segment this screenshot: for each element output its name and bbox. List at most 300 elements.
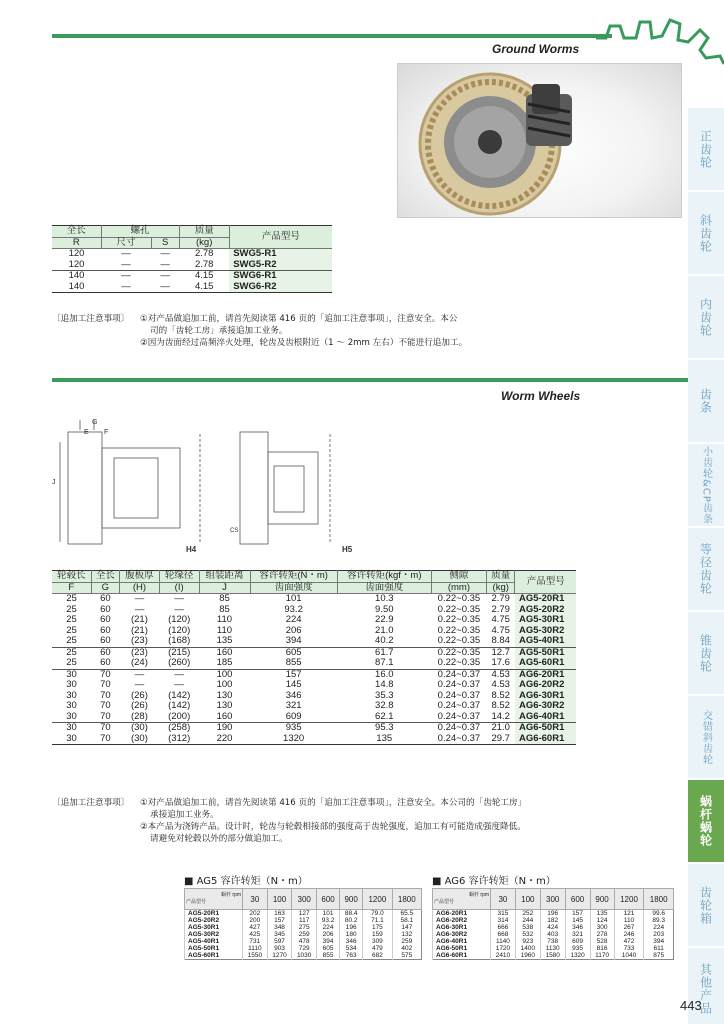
table-cell: 0.24~0.37 bbox=[431, 669, 486, 680]
torque-cell: 875 bbox=[644, 952, 674, 960]
torque-cell: 132 bbox=[392, 931, 421, 938]
table-cell: 0.22~0.35 bbox=[431, 647, 486, 658]
torque-cell: 855 bbox=[317, 952, 340, 960]
header-backlash: 侧隙 bbox=[431, 571, 486, 583]
torque-cell: 157 bbox=[267, 917, 292, 924]
table-cell: (30) bbox=[130, 732, 148, 744]
mid-green-rule bbox=[52, 378, 700, 382]
table-cell: 101 bbox=[285, 593, 302, 604]
product-code-cell: AG5-50R1 bbox=[185, 945, 243, 952]
product-code-cell: AG6-30R1 bbox=[433, 924, 491, 931]
table-cell: 394 bbox=[285, 635, 302, 646]
wheel-note bbox=[52, 797, 632, 849]
label-f: F bbox=[104, 429, 109, 436]
ag5-header-row bbox=[185, 889, 422, 910]
rpm-header: 30 bbox=[491, 889, 516, 910]
table-cell: 0.22~0.35 bbox=[437, 624, 481, 636]
table-cell: 30 bbox=[66, 679, 77, 690]
tab-category[interactable]: 锥齿轮 bbox=[688, 612, 724, 696]
torque-cell: 402 bbox=[392, 945, 421, 952]
corner-rpm: 蜗杆 rpm bbox=[220, 892, 241, 898]
torque-cell: 1140 bbox=[491, 938, 516, 945]
table-cell: 25 bbox=[66, 624, 77, 636]
torque-cell: 1170 bbox=[590, 952, 614, 960]
torque-cell: 427 bbox=[243, 924, 268, 931]
product-code-cell: AG5-30R2 bbox=[185, 931, 243, 938]
table-cell: — bbox=[151, 271, 179, 282]
tab-category[interactable]: 齿条 bbox=[688, 360, 724, 444]
table-row bbox=[52, 271, 332, 282]
torque-cell: 147 bbox=[392, 924, 421, 931]
product-code-cell: AG6-50R1 bbox=[515, 723, 576, 734]
table-row bbox=[433, 938, 674, 945]
table-cell: 85 bbox=[219, 603, 230, 615]
rpm-header: 100 bbox=[267, 889, 292, 910]
product-code-cell: AG5-60R1 bbox=[515, 658, 576, 669]
table-cell: 60 bbox=[100, 657, 111, 668]
table-cell: 70 bbox=[100, 689, 111, 701]
header-s: S bbox=[151, 237, 179, 249]
table-cell: (120) bbox=[168, 624, 191, 636]
header-mounting-distance: 组装距离 bbox=[199, 571, 250, 583]
table-cell: 0.24~0.37 bbox=[437, 732, 481, 744]
torque-cell: 203 bbox=[644, 931, 674, 938]
table-cell: 60 bbox=[91, 647, 119, 658]
torque-cell: 224 bbox=[644, 924, 674, 931]
torque-cell: 121 bbox=[614, 910, 644, 918]
table-cell: 70 bbox=[91, 723, 119, 734]
table-cell: 60 bbox=[100, 593, 111, 604]
tab-category[interactable]: 斜齿轮 bbox=[688, 192, 724, 276]
torque-cell: 224 bbox=[317, 924, 340, 931]
torque-cell: 278 bbox=[590, 931, 614, 938]
tab-category[interactable]: 齿轮箱 bbox=[688, 864, 724, 948]
product-code-cell: AG5-20R2 bbox=[185, 917, 243, 924]
table-cell: 120 bbox=[68, 258, 85, 270]
table-cell: 35.3 bbox=[375, 689, 394, 701]
table-cell: 135 bbox=[376, 732, 393, 744]
category-tabs bbox=[688, 108, 724, 1024]
table-cell: — bbox=[134, 679, 145, 690]
torque-cell: 135 bbox=[590, 910, 614, 918]
table-cell: 4.75 bbox=[491, 624, 510, 636]
torque-cell: 575 bbox=[392, 952, 421, 960]
table-cell: 220 bbox=[216, 732, 233, 744]
torque-cell: 903 bbox=[267, 945, 292, 952]
torque-cell: 923 bbox=[515, 938, 540, 945]
table-cell: 70 bbox=[100, 732, 111, 744]
label-j: J bbox=[52, 479, 56, 486]
table-row bbox=[52, 282, 332, 293]
product-code-cell: AG6-30R2 bbox=[515, 701, 576, 712]
table-cell: (168) bbox=[168, 635, 191, 646]
table-cell: 185 bbox=[216, 657, 233, 668]
torque-cell: 80.2 bbox=[340, 917, 363, 924]
table-cell: — bbox=[159, 669, 199, 680]
table-cell: 12.7 bbox=[487, 647, 515, 658]
table-row bbox=[52, 723, 576, 734]
torque-cell: 163 bbox=[267, 910, 292, 918]
torque-cell: 1580 bbox=[540, 952, 565, 960]
table-cell: 145 bbox=[285, 679, 302, 690]
table-row bbox=[52, 594, 576, 605]
table-cell: — bbox=[134, 593, 145, 604]
rpm-header: 1800 bbox=[644, 889, 674, 910]
torque-cell: 1130 bbox=[540, 945, 565, 952]
torque-cell: 597 bbox=[267, 938, 292, 945]
header-web-thickness: 腹板厚 bbox=[120, 571, 160, 583]
tab-category[interactable]: 等径齿轮 bbox=[688, 528, 724, 612]
table-cell: (258) bbox=[159, 723, 199, 734]
table-cell: (21) bbox=[130, 624, 148, 636]
header-product-code: 产品型号 bbox=[229, 226, 332, 249]
table-cell: 25 bbox=[52, 647, 91, 658]
torque-cell: 394 bbox=[644, 938, 674, 945]
table-cell: 100 bbox=[216, 679, 233, 690]
worm-note bbox=[52, 313, 612, 353]
table-cell: 160 bbox=[199, 647, 250, 658]
header-kg: (kg) bbox=[487, 582, 515, 594]
rpm-header: 300 bbox=[540, 889, 565, 910]
table-cell: (30) bbox=[120, 723, 160, 734]
table-row bbox=[185, 910, 422, 918]
torque-cell: 65.5 bbox=[392, 910, 421, 918]
table-cell: 8.84 bbox=[491, 635, 510, 646]
torque-cell: 731 bbox=[243, 938, 268, 945]
table-cell: 0.24~0.37 bbox=[431, 723, 486, 734]
product-code-cell: SWG6-R1 bbox=[229, 271, 332, 282]
label-h5: H5 bbox=[342, 545, 353, 554]
torque-cell: 58.1 bbox=[392, 917, 421, 924]
header-j: J bbox=[199, 582, 250, 594]
note-text bbox=[140, 797, 630, 845]
label-h4: H4 bbox=[186, 545, 197, 554]
torque-cell: 200 bbox=[243, 917, 268, 924]
torque-cell: 733 bbox=[614, 945, 644, 952]
torque-cell: 935 bbox=[565, 945, 590, 952]
table-cell: 62.1 bbox=[375, 710, 394, 722]
header-i: (I) bbox=[159, 582, 199, 594]
torque-cell: 682 bbox=[363, 952, 392, 960]
note-line: 司的「齿轮工房」承接追加工业务。 bbox=[150, 326, 288, 336]
table-cell: 0.22~0.35 bbox=[437, 657, 481, 668]
torque-cell: 1270 bbox=[267, 952, 292, 960]
product-code-cell: AG6-20R1 bbox=[515, 669, 576, 680]
table-cell: 60 bbox=[100, 635, 111, 646]
table-cell: 95.3 bbox=[337, 723, 431, 734]
table-cell: 70 bbox=[100, 679, 111, 690]
torque-cell: 478 bbox=[292, 938, 317, 945]
rpm-header: 900 bbox=[590, 889, 614, 910]
table-cell: 0.22~0.35 bbox=[437, 635, 481, 646]
product-code-cell: AG6-60R1 bbox=[515, 734, 576, 745]
product-code-cell: AG6-40R1 bbox=[433, 938, 491, 945]
torque-cell: 79.0 bbox=[363, 910, 392, 918]
table-cell: 29.7 bbox=[491, 732, 510, 744]
torque-cell: 99.6 bbox=[644, 910, 674, 918]
page-number: 443 bbox=[680, 998, 702, 1013]
table-row bbox=[185, 938, 422, 945]
table-cell: 61.7 bbox=[337, 647, 431, 658]
torque-cell: 182 bbox=[540, 917, 565, 924]
label-cs: CS bbox=[230, 528, 239, 534]
product-code-cell: AG6-20R2 bbox=[515, 680, 576, 691]
corner-cell bbox=[185, 889, 243, 910]
torque-cell: 668 bbox=[491, 931, 516, 938]
table-cell: 70 bbox=[91, 669, 119, 680]
table-cell: 0.24~0.37 bbox=[437, 679, 481, 690]
note-line: ②本产品为浇铸产品。设计时，轮齿与轮毂相接部的强度高于齿轮强度，追加工有可能造成强度降低。 bbox=[140, 822, 526, 832]
worm-table-body bbox=[52, 249, 332, 293]
wheel-table-body bbox=[52, 594, 576, 745]
torque-cell: 528 bbox=[590, 938, 614, 945]
table-cell: (23) bbox=[120, 647, 160, 658]
ag6-header-row bbox=[433, 889, 674, 910]
torque-cell: 315 bbox=[491, 910, 516, 918]
tab-category[interactable]: 其他产品 bbox=[688, 948, 724, 1024]
table-cell: (23) bbox=[130, 635, 148, 646]
table-cell: 0.22~0.35 bbox=[437, 614, 481, 625]
table-row bbox=[433, 924, 674, 931]
note-line: ②因为齿面经过高频淬火处理，轮齿及齿根附近（1 ～ 2mm 左右）不能进行追加工。 bbox=[140, 338, 468, 348]
tab-category[interactable]: 蜗杆蜗轮 bbox=[688, 780, 724, 864]
table-cell: 4.15 bbox=[194, 280, 214, 292]
rpm-header: 1200 bbox=[614, 889, 644, 910]
table-cell: 609 bbox=[285, 710, 302, 722]
header-total-length: 全长 bbox=[52, 226, 101, 238]
table-row bbox=[433, 952, 674, 960]
label-e: E bbox=[84, 429, 89, 436]
torque-cell: 738 bbox=[540, 938, 565, 945]
product-code-cell: AG6-30R2 bbox=[433, 931, 491, 938]
section-title-ground-worms: Ground Worms bbox=[492, 42, 580, 56]
torque-cell: 314 bbox=[491, 917, 516, 924]
product-code-cell: AG5-20R2 bbox=[515, 605, 576, 616]
header-strength-nm: 齿面强度 bbox=[250, 582, 337, 594]
torque-cell: 159 bbox=[363, 931, 392, 938]
table-cell: 25 bbox=[66, 593, 77, 604]
torque-cell: 1040 bbox=[614, 952, 644, 960]
note-tag: 〔追加工注意事项〕 bbox=[52, 314, 130, 324]
worm-spec-table bbox=[52, 225, 332, 293]
table-cell: 157 bbox=[250, 669, 337, 680]
torque-cell: 196 bbox=[340, 924, 363, 931]
table-row bbox=[185, 945, 422, 952]
table-cell: (26) bbox=[130, 689, 148, 701]
table-cell: 14.8 bbox=[375, 679, 394, 690]
note-line: 请避免对轮毂以外的部分做追加工。 bbox=[150, 834, 288, 844]
torque-cell: 71.1 bbox=[363, 917, 392, 924]
table-cell: 190 bbox=[199, 723, 250, 734]
table-cell: 0.24~0.37 bbox=[437, 689, 481, 701]
ag6-torque-table bbox=[432, 888, 674, 960]
table-cell: 87.1 bbox=[375, 657, 394, 668]
product-code-cell: AG5-30R1 bbox=[185, 924, 243, 931]
table-cell: 25 bbox=[66, 614, 77, 625]
torque-cell: 666 bbox=[491, 924, 516, 931]
product-code-cell: AG6-20R2 bbox=[433, 917, 491, 924]
top-green-rule bbox=[52, 34, 612, 38]
table-cell: (28) bbox=[130, 710, 148, 722]
table-cell: 605 bbox=[250, 647, 337, 658]
product-code-cell: SWG5-R1 bbox=[229, 249, 332, 260]
torque-cell: 1960 bbox=[515, 952, 540, 960]
rpm-header: 900 bbox=[340, 889, 363, 910]
torque-cell: 1320 bbox=[565, 952, 590, 960]
header-product-code: 产品型号 bbox=[515, 571, 576, 594]
torque-cell: 267 bbox=[614, 924, 644, 931]
torque-cell: 252 bbox=[515, 910, 540, 918]
worm-gear-image bbox=[398, 64, 682, 218]
product-code-cell: AG5-30R2 bbox=[515, 626, 576, 637]
torque-cell: 611 bbox=[644, 945, 674, 952]
table-cell: 8.52 bbox=[491, 689, 510, 701]
table-row bbox=[433, 910, 674, 918]
product-code-cell: AG5-40R1 bbox=[515, 636, 576, 647]
table-cell: 22.9 bbox=[375, 614, 394, 625]
torque-cell: 244 bbox=[515, 917, 540, 924]
torque-cell: 275 bbox=[292, 924, 317, 931]
torque-cell: 88.4 bbox=[340, 910, 363, 918]
table-cell: 4.53 bbox=[487, 669, 515, 680]
table-cell: (142) bbox=[168, 700, 191, 711]
worm-gear-photo bbox=[397, 63, 682, 218]
note-text bbox=[140, 313, 600, 349]
table-cell: 30 bbox=[66, 700, 77, 711]
tab-category[interactable]: 小齿轮&CP齿条 bbox=[688, 444, 724, 528]
table-row bbox=[185, 924, 422, 931]
torque-cell: 206 bbox=[317, 931, 340, 938]
ag5-torque-title: ■ AG5 容许转矩（N・m） bbox=[184, 876, 308, 887]
table-cell: 10.3 bbox=[375, 593, 394, 604]
torque-cell: 117 bbox=[292, 917, 317, 924]
torque-cell: 89.3 bbox=[644, 917, 674, 924]
tab-category[interactable]: 内齿轮 bbox=[688, 276, 724, 360]
table-cell: 140 bbox=[68, 280, 85, 292]
table-cell: 32.8 bbox=[375, 700, 394, 711]
ag5-torque-body bbox=[185, 910, 422, 960]
table-row bbox=[52, 680, 576, 691]
table-cell: 0.22~0.35 bbox=[437, 603, 481, 615]
table-cell: (200) bbox=[168, 710, 191, 722]
torque-cell: 1110 bbox=[243, 945, 268, 952]
table-cell: — bbox=[174, 593, 184, 604]
note-tag: 〔追加工注意事项〕 bbox=[52, 798, 130, 808]
table-cell: 935 bbox=[250, 723, 337, 734]
torque-cell: 196 bbox=[540, 910, 565, 918]
table-row bbox=[433, 917, 674, 924]
tab-category[interactable]: 正齿轮 bbox=[688, 108, 724, 192]
torque-cell: 1720 bbox=[491, 945, 516, 952]
table-cell: 21.0 bbox=[487, 723, 515, 734]
table-cell: 855 bbox=[285, 657, 302, 668]
torque-cell: 124 bbox=[590, 917, 614, 924]
table-row bbox=[52, 260, 332, 271]
table-row bbox=[52, 249, 332, 260]
torque-cell: 93.2 bbox=[317, 917, 340, 924]
torque-cell: 175 bbox=[363, 924, 392, 931]
torque-cell: 424 bbox=[540, 924, 565, 931]
torque-cell: 157 bbox=[565, 910, 590, 918]
corner-product: 产品型号 bbox=[186, 899, 207, 905]
ag6-torque-body bbox=[433, 910, 674, 960]
rpm-header: 1800 bbox=[392, 889, 421, 910]
torque-cell: 403 bbox=[540, 931, 565, 938]
table-cell: 4.75 bbox=[491, 614, 510, 625]
torque-cell: 425 bbox=[243, 931, 268, 938]
table-cell: 110 bbox=[216, 624, 233, 636]
torque-cell: 534 bbox=[340, 945, 363, 952]
product-code-cell: SWG6-R2 bbox=[229, 282, 332, 293]
table-cell: 40.2 bbox=[375, 635, 394, 646]
table-cell: 70 bbox=[100, 710, 111, 722]
table-row bbox=[52, 636, 576, 647]
table-cell: — bbox=[121, 280, 131, 292]
table-cell: — bbox=[160, 258, 170, 270]
table-cell: 346 bbox=[285, 689, 302, 701]
product-code-cell: AG5-20R1 bbox=[515, 594, 576, 605]
torque-cell: 1550 bbox=[243, 952, 268, 960]
table-cell: (142) bbox=[168, 689, 191, 701]
table-cell: 110 bbox=[216, 614, 233, 625]
ag6-torque-title: ■ AG6 容许转矩（N・m） bbox=[432, 876, 556, 887]
torque-cell: 345 bbox=[267, 931, 292, 938]
table-cell: 100 bbox=[199, 669, 250, 680]
table-cell: 206 bbox=[285, 624, 302, 636]
table-cell: 8.52 bbox=[491, 700, 510, 711]
header-f: F bbox=[52, 582, 91, 594]
product-code-cell: AG6-20R1 bbox=[433, 910, 491, 918]
note-line: ①对产品做追加工前，请首先阅读第 416 页的「追加工注意事项」，注意安全。本公司的「齿轮工房」 bbox=[140, 798, 527, 808]
section-title-worm-wheels: Worm Wheels bbox=[501, 389, 581, 403]
worm-wheel-diagram bbox=[50, 412, 370, 562]
table-cell: 321 bbox=[285, 700, 302, 711]
corner-rpm: 蜗杆 rpm bbox=[468, 892, 489, 898]
table-cell: 2.79 bbox=[491, 593, 510, 604]
header-mass: 质量 bbox=[487, 571, 515, 583]
torque-cell: 538 bbox=[515, 924, 540, 931]
torque-cell: 127 bbox=[292, 910, 317, 918]
torque-cell: 202 bbox=[243, 910, 268, 918]
torque-cell: 259 bbox=[392, 938, 421, 945]
torque-cell: 1400 bbox=[515, 945, 540, 952]
torque-cell: 321 bbox=[565, 931, 590, 938]
product-code-cell: AG5-20R1 bbox=[185, 910, 243, 918]
table-cell: (215) bbox=[159, 647, 199, 658]
torque-cell: 110 bbox=[614, 917, 644, 924]
table-cell: 4.53 bbox=[491, 679, 510, 690]
table-cell: 140 bbox=[52, 271, 101, 282]
table-cell: 0.24~0.37 bbox=[437, 710, 481, 722]
header-r: R bbox=[52, 237, 101, 249]
table-row bbox=[185, 931, 422, 938]
ag5-torque-table bbox=[184, 888, 422, 960]
rpm-header: 600 bbox=[317, 889, 340, 910]
tab-category[interactable]: 交错斜齿轮 bbox=[688, 696, 724, 780]
table-cell: 85 bbox=[219, 593, 230, 604]
table-cell: 0.24~0.37 bbox=[437, 700, 481, 711]
note-line: ①对产品做追加工前，请首先阅读第 416 页的「追加工注意事项」，注意安全。本公 bbox=[140, 314, 458, 324]
table-cell: 30 bbox=[52, 669, 91, 680]
torque-cell: 346 bbox=[565, 924, 590, 931]
header-torque-kgfm: 容许转矩(kgf・m) bbox=[337, 571, 431, 583]
torque-cell: 180 bbox=[340, 931, 363, 938]
table-cell: 120 bbox=[68, 248, 85, 259]
torque-cell: 609 bbox=[565, 938, 590, 945]
table-cell: 224 bbox=[285, 614, 302, 625]
table-cell: 135 bbox=[216, 635, 233, 646]
table-cell: — bbox=[160, 248, 170, 259]
